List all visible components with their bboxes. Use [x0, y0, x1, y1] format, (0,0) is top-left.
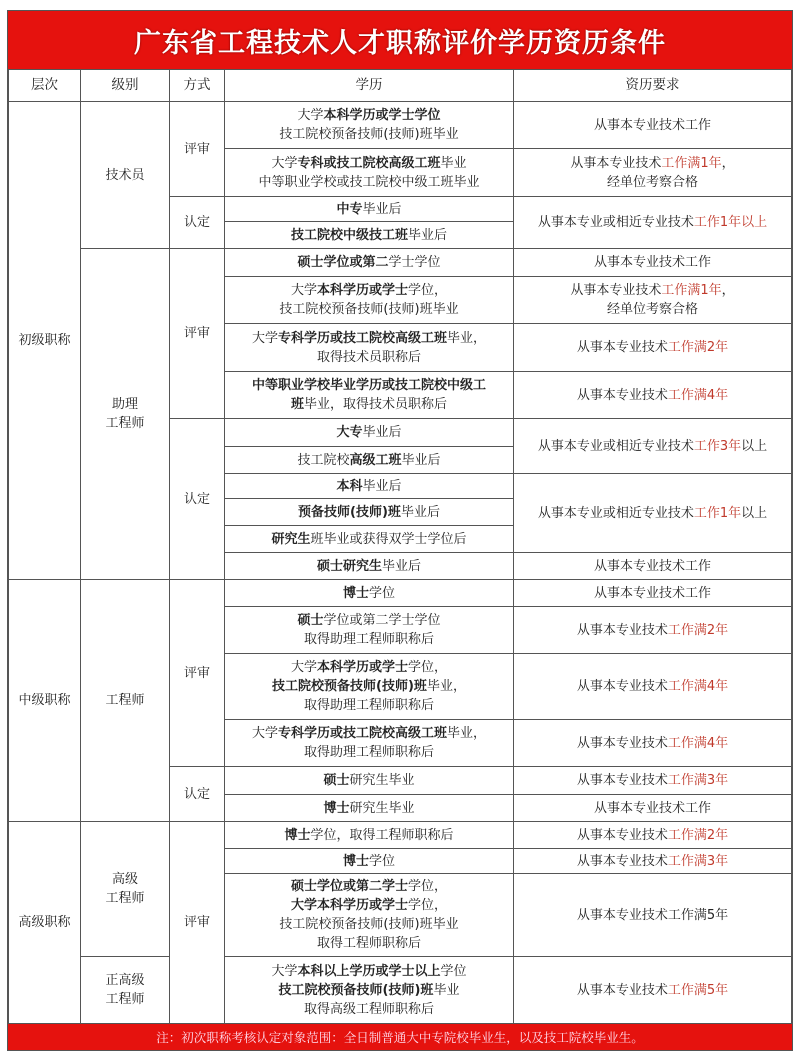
- education-line: [227, 981, 511, 1000]
- education-text: 博士: [284, 827, 311, 843]
- requirement-text: ，: [721, 283, 735, 298]
- level-label: 工程师: [105, 992, 145, 1007]
- requirement-cell: [514, 795, 792, 822]
- education-text: 技工院校中级技工班: [290, 227, 408, 243]
- requirement-cell: [514, 102, 792, 149]
- education-line: [227, 348, 511, 367]
- education-text: 班: [290, 397, 304, 412]
- requirement-line: [516, 771, 789, 790]
- level-cell: [81, 249, 170, 580]
- education-line: [227, 125, 511, 144]
- education-text: 高级工班: [349, 452, 402, 468]
- education-text: 毕业后: [362, 425, 402, 440]
- requirement-text: 从事本专业技术工作: [593, 800, 711, 816]
- education-line: [227, 611, 511, 630]
- education-text: 毕业后: [362, 201, 402, 217]
- education-text: 毕业，: [447, 726, 487, 741]
- requirement-text: 工作满5年: [667, 982, 729, 998]
- education-text: 技工院校预备技师(技师)班: [278, 982, 434, 998]
- education-text: 大学: [251, 330, 278, 346]
- education-line: [227, 451, 511, 470]
- education-line: [227, 771, 511, 790]
- header-education: 学历: [225, 70, 514, 102]
- requirement-cell: [514, 580, 792, 607]
- education-text: 学位或第二学士学位: [323, 613, 441, 628]
- education-text: 博士: [342, 853, 369, 869]
- education-text: 取得助理工程师职称后: [303, 632, 434, 647]
- requirement-cell: [514, 849, 792, 874]
- education-text: 研究生: [271, 531, 311, 547]
- education-line: [227, 477, 511, 496]
- requirement-cell: [514, 474, 792, 553]
- education-text: 大学: [251, 726, 278, 741]
- method-cell: 认定: [170, 767, 225, 822]
- education-text: 预备技师(技师)班: [298, 504, 401, 520]
- education-line: [227, 630, 511, 649]
- education-cell: [225, 102, 514, 149]
- education-text: 学位: [440, 963, 467, 979]
- level-label: 高级: [111, 872, 138, 887]
- education-text: 学位，取得工程师职称后: [310, 827, 454, 843]
- requirement-text: 从事本专业技术工作满5年: [576, 907, 729, 923]
- education-text: 毕业: [440, 155, 467, 171]
- requirement-cell: [514, 720, 792, 767]
- education-cell: [225, 849, 514, 874]
- requirement-text: 从事本专业或相近专业技术: [537, 438, 694, 454]
- education-text: 技工院校预备技师(技师)班毕业: [279, 127, 459, 142]
- table-row: [9, 822, 792, 849]
- requirement-line: [516, 826, 789, 845]
- education-text: 毕业: [433, 982, 460, 998]
- education-text: 本科: [336, 478, 363, 494]
- education-line: [227, 962, 511, 981]
- requirement-line: [516, 852, 789, 871]
- education-text: 大学: [290, 283, 317, 298]
- education-text: 研究生毕业: [349, 773, 415, 788]
- method-cell: 认定: [170, 197, 225, 249]
- education-text: 大学: [271, 963, 298, 979]
- education-text: 中等职业学校或技工院校中级工班毕业: [258, 174, 480, 190]
- education-cell: [225, 654, 514, 720]
- education-line: [227, 329, 511, 348]
- education-line: [227, 826, 511, 845]
- requirement-line: [516, 906, 789, 925]
- requirement-text: 从事本专业技术: [576, 773, 668, 788]
- education-text: 专科学历或技工院校高级工班: [277, 330, 447, 346]
- requirement-line: [516, 253, 789, 272]
- level-label: 正高级: [105, 973, 145, 988]
- education-cell: [225, 249, 514, 277]
- education-cell: [225, 795, 514, 822]
- requirement-text: 工作满1年: [661, 283, 722, 298]
- requirement-text: 从事本专业技术: [576, 735, 668, 751]
- table-row: [9, 580, 792, 607]
- education-text: 技工院校预备技师(技师)班毕业: [279, 302, 459, 317]
- requirement-line: [516, 734, 789, 753]
- education-text: 硕士学位或第二学士: [290, 879, 408, 894]
- requirement-cell: [514, 767, 792, 795]
- level-label: 工程师: [105, 693, 145, 708]
- education-line: [227, 934, 511, 953]
- education-line: [227, 253, 511, 272]
- requirement-line: [516, 799, 789, 818]
- education-line: [227, 423, 511, 442]
- table-row: [9, 957, 792, 1024]
- requirement-text: 从事本专业技术工作: [593, 558, 711, 574]
- requirement-cell: [514, 419, 792, 474]
- header-tier: 层次: [9, 70, 81, 102]
- education-line: [227, 106, 511, 125]
- requirement-line: [516, 173, 789, 192]
- education-text: 毕业，取得技术员职称后: [304, 397, 448, 412]
- requirement-text: 从事本专业技术: [576, 340, 668, 355]
- education-text: 技工院校: [297, 452, 350, 468]
- requirement-line: [516, 621, 789, 640]
- education-text: 学位: [369, 585, 396, 601]
- requirement-text: 从事本专业技术: [570, 283, 662, 298]
- education-cell: [225, 419, 514, 447]
- requirement-text: ，: [721, 155, 735, 171]
- requirement-text: 从事本专业技术: [576, 622, 668, 638]
- education-text: 取得工程师职称后: [316, 936, 421, 951]
- education-line: [227, 696, 511, 715]
- requirement-text: 从事本专业或相近专业技术: [537, 215, 694, 230]
- level-label: 工程师: [105, 416, 145, 431]
- requirement-line: [516, 557, 789, 576]
- requirement-text: 从事本专业技术: [570, 155, 662, 171]
- requirement-line: [516, 213, 789, 232]
- education-line: [227, 226, 511, 245]
- education-text: 学位，: [408, 879, 448, 894]
- education-text: 学士学位: [388, 255, 441, 270]
- requirement-text: 工作1年以上: [693, 215, 768, 230]
- requirement-text: 从事本专业技术工作: [593, 255, 711, 270]
- education-text: 毕业，: [447, 330, 487, 346]
- requirement-line: [516, 437, 789, 456]
- tier-cell: 初级职称: [9, 102, 81, 580]
- education-cell: [225, 607, 514, 654]
- requirement-cell: [514, 249, 792, 277]
- table-row: [9, 249, 792, 277]
- education-line: [227, 724, 511, 743]
- tier-cell: 高级职称: [9, 822, 81, 1024]
- education-cell: [225, 526, 514, 553]
- requirement-cell: [514, 822, 792, 849]
- education-text: 本科学历或学士: [316, 283, 408, 298]
- education-line: [227, 173, 511, 192]
- education-cell: [225, 222, 514, 249]
- requirement-line: [516, 504, 789, 523]
- education-text: 硕士研究生: [316, 558, 382, 574]
- education-text: 大学: [290, 660, 317, 675]
- education-line: [227, 852, 511, 871]
- requirement-text: 从事本专业技术: [576, 827, 668, 843]
- education-cell: [225, 324, 514, 372]
- education-text: 中等职业学校毕业学历或技工院校中级工: [251, 378, 486, 393]
- requirement-text: 从事本专业技术: [576, 982, 668, 998]
- method-cell: 评审: [170, 249, 225, 419]
- requirement-text: 以上: [741, 505, 768, 521]
- document-frame: [7, 10, 793, 1051]
- education-cell: [225, 447, 514, 474]
- requirement-text: 工作1年: [693, 505, 742, 521]
- requirement-cell: [514, 372, 792, 419]
- requirement-line: [516, 281, 789, 300]
- education-cell: [225, 767, 514, 795]
- education-line: [227, 557, 511, 576]
- education-text: 取得技术员职称后: [316, 349, 421, 365]
- education-line: [227, 743, 511, 762]
- education-text: 专科学历或技工院校高级工班: [277, 726, 447, 741]
- requirement-text: 工作满1年: [661, 155, 722, 171]
- education-text: 博士: [342, 585, 369, 601]
- requirement-text: 工作3年: [693, 438, 742, 454]
- education-text: 专科或技工院校高级工班: [297, 155, 441, 171]
- requirement-line: [516, 338, 789, 357]
- education-line: [227, 799, 511, 818]
- education-text: 学位，: [408, 283, 448, 298]
- education-cell: [225, 499, 514, 526]
- conditions-table: [8, 69, 792, 1024]
- education-line: [227, 896, 511, 915]
- education-line: [227, 503, 511, 522]
- education-cell: [225, 474, 514, 499]
- level-label: 技术员: [105, 167, 145, 183]
- education-text: 毕业后: [362, 478, 402, 494]
- requirement-line: [516, 300, 789, 319]
- education-text: 本科学历或学士: [316, 660, 408, 675]
- requirement-text: 工作满4年: [667, 387, 729, 403]
- requirement-text: 经单位考察合格: [606, 174, 698, 190]
- education-line: [227, 281, 511, 300]
- requirement-text: 工作满2年: [667, 622, 729, 638]
- requirement-cell: [514, 654, 792, 720]
- education-line: [227, 300, 511, 319]
- education-text: 博士: [323, 800, 350, 816]
- requirement-text: 工作满3年: [667, 853, 729, 869]
- education-cell: [225, 553, 514, 580]
- education-text: 取得助理工程师职称后: [303, 745, 434, 760]
- education-text: 大学: [271, 155, 298, 171]
- requirement-text: 经单位考察合格: [606, 302, 698, 317]
- header-requirement: 资历要求: [514, 70, 792, 102]
- education-cell: [225, 372, 514, 419]
- education-cell: [225, 874, 514, 957]
- requirement-text: 工作满4年: [667, 735, 729, 751]
- education-text: 毕业后: [408, 227, 448, 243]
- requirement-text: 工作满2年: [667, 827, 729, 843]
- education-line: [227, 395, 511, 414]
- method-cell: 评审: [170, 822, 225, 1024]
- education-text: 学位，: [408, 898, 448, 913]
- education-text: 硕士学位或第二: [297, 255, 389, 270]
- level-cell: [81, 102, 170, 249]
- education-line: [227, 154, 511, 173]
- requirement-text: 以上: [741, 438, 768, 454]
- method-cell: 认定: [170, 419, 225, 580]
- education-text: 本科学历或学士学位: [323, 108, 441, 123]
- level-label: 工程师: [105, 891, 145, 906]
- education-cell: [225, 580, 514, 607]
- level-label: 助理: [111, 397, 138, 412]
- education-cell: [225, 149, 514, 197]
- education-text: 毕业后: [382, 558, 422, 574]
- requirement-line: [516, 116, 789, 135]
- requirement-cell: [514, 957, 792, 1024]
- level-cell: [81, 822, 170, 957]
- requirement-cell: [514, 553, 792, 580]
- education-text: 大学本科学历或学士: [290, 898, 408, 913]
- education-text: 取得助理工程师职称后: [303, 698, 434, 713]
- education-line: [227, 200, 511, 219]
- requirement-text: 工作满4年: [667, 679, 729, 694]
- education-line: [227, 584, 511, 603]
- requirement-cell: [514, 277, 792, 324]
- education-text: 大专: [336, 425, 363, 440]
- education-text: 取得高级工程师职称后: [303, 1001, 434, 1017]
- requirement-text: 从事本专业技术工作: [593, 117, 711, 133]
- requirement-text: 从事本专业技术: [576, 387, 668, 403]
- requirement-cell: [514, 197, 792, 249]
- education-text: 学位，: [408, 660, 448, 675]
- page-title: 广东省工程技术人才职称评价学历资历条件: [8, 11, 792, 69]
- education-line: [227, 1000, 511, 1019]
- education-line: [227, 915, 511, 934]
- requirement-line: [516, 154, 789, 173]
- tier-cell: 中级职称: [9, 580, 81, 822]
- education-line: [227, 658, 511, 677]
- requirement-text: 工作满2年: [667, 340, 729, 355]
- requirement-line: [516, 677, 789, 696]
- requirement-text: 从事本专业或相近专业技术: [537, 505, 694, 521]
- education-text: 硕士: [297, 613, 324, 628]
- requirement-text: 从事本专业技术: [576, 679, 668, 694]
- education-text: 大学: [297, 108, 324, 123]
- education-text: 班毕业或获得双学士学位后: [310, 531, 467, 547]
- header-method: 方式: [170, 70, 225, 102]
- education-text: 毕业后: [400, 504, 440, 520]
- education-line: [227, 677, 511, 696]
- requirement-line: [516, 584, 789, 603]
- education-text: 学位: [369, 853, 396, 869]
- requirement-cell: [514, 149, 792, 197]
- education-text: 技工院校预备技师(技师)班毕业: [279, 917, 459, 932]
- education-cell: [225, 720, 514, 767]
- table-row: [9, 102, 792, 149]
- footer-note: 注：初次职称考核认定对象范围：全日制普通大中专院校毕业生，以及技工院校毕业生。: [8, 1024, 792, 1050]
- education-cell: [225, 197, 514, 222]
- requirement-line: [516, 386, 789, 405]
- header-level: 级别: [81, 70, 170, 102]
- education-text: 毕业，: [426, 679, 466, 694]
- method-cell: 评审: [170, 102, 225, 197]
- level-cell: [81, 580, 170, 822]
- education-line: [227, 376, 511, 395]
- method-cell: 评审: [170, 580, 225, 767]
- education-text: 硕士: [323, 773, 350, 788]
- education-text: 中专: [336, 201, 363, 217]
- education-text: 技工院校预备技师(技师)班: [272, 679, 427, 694]
- education-line: [227, 877, 511, 896]
- education-text: 本科以上学历或学士以上: [297, 963, 441, 979]
- requirement-text: 工作满3年: [667, 773, 729, 788]
- education-cell: [225, 277, 514, 324]
- requirement-text: 从事本专业技术工作: [593, 585, 711, 601]
- requirement-cell: [514, 607, 792, 654]
- education-text: 毕业后: [401, 452, 441, 468]
- requirement-cell: [514, 874, 792, 957]
- requirement-cell: [514, 324, 792, 372]
- level-cell: [81, 957, 170, 1024]
- education-cell: [225, 957, 514, 1024]
- requirement-text: 从事本专业技术: [576, 853, 668, 869]
- header-row: [9, 70, 792, 102]
- requirement-line: [516, 981, 789, 1000]
- education-text: 研究生毕业: [349, 800, 415, 816]
- education-line: [227, 530, 511, 549]
- education-cell: [225, 822, 514, 849]
